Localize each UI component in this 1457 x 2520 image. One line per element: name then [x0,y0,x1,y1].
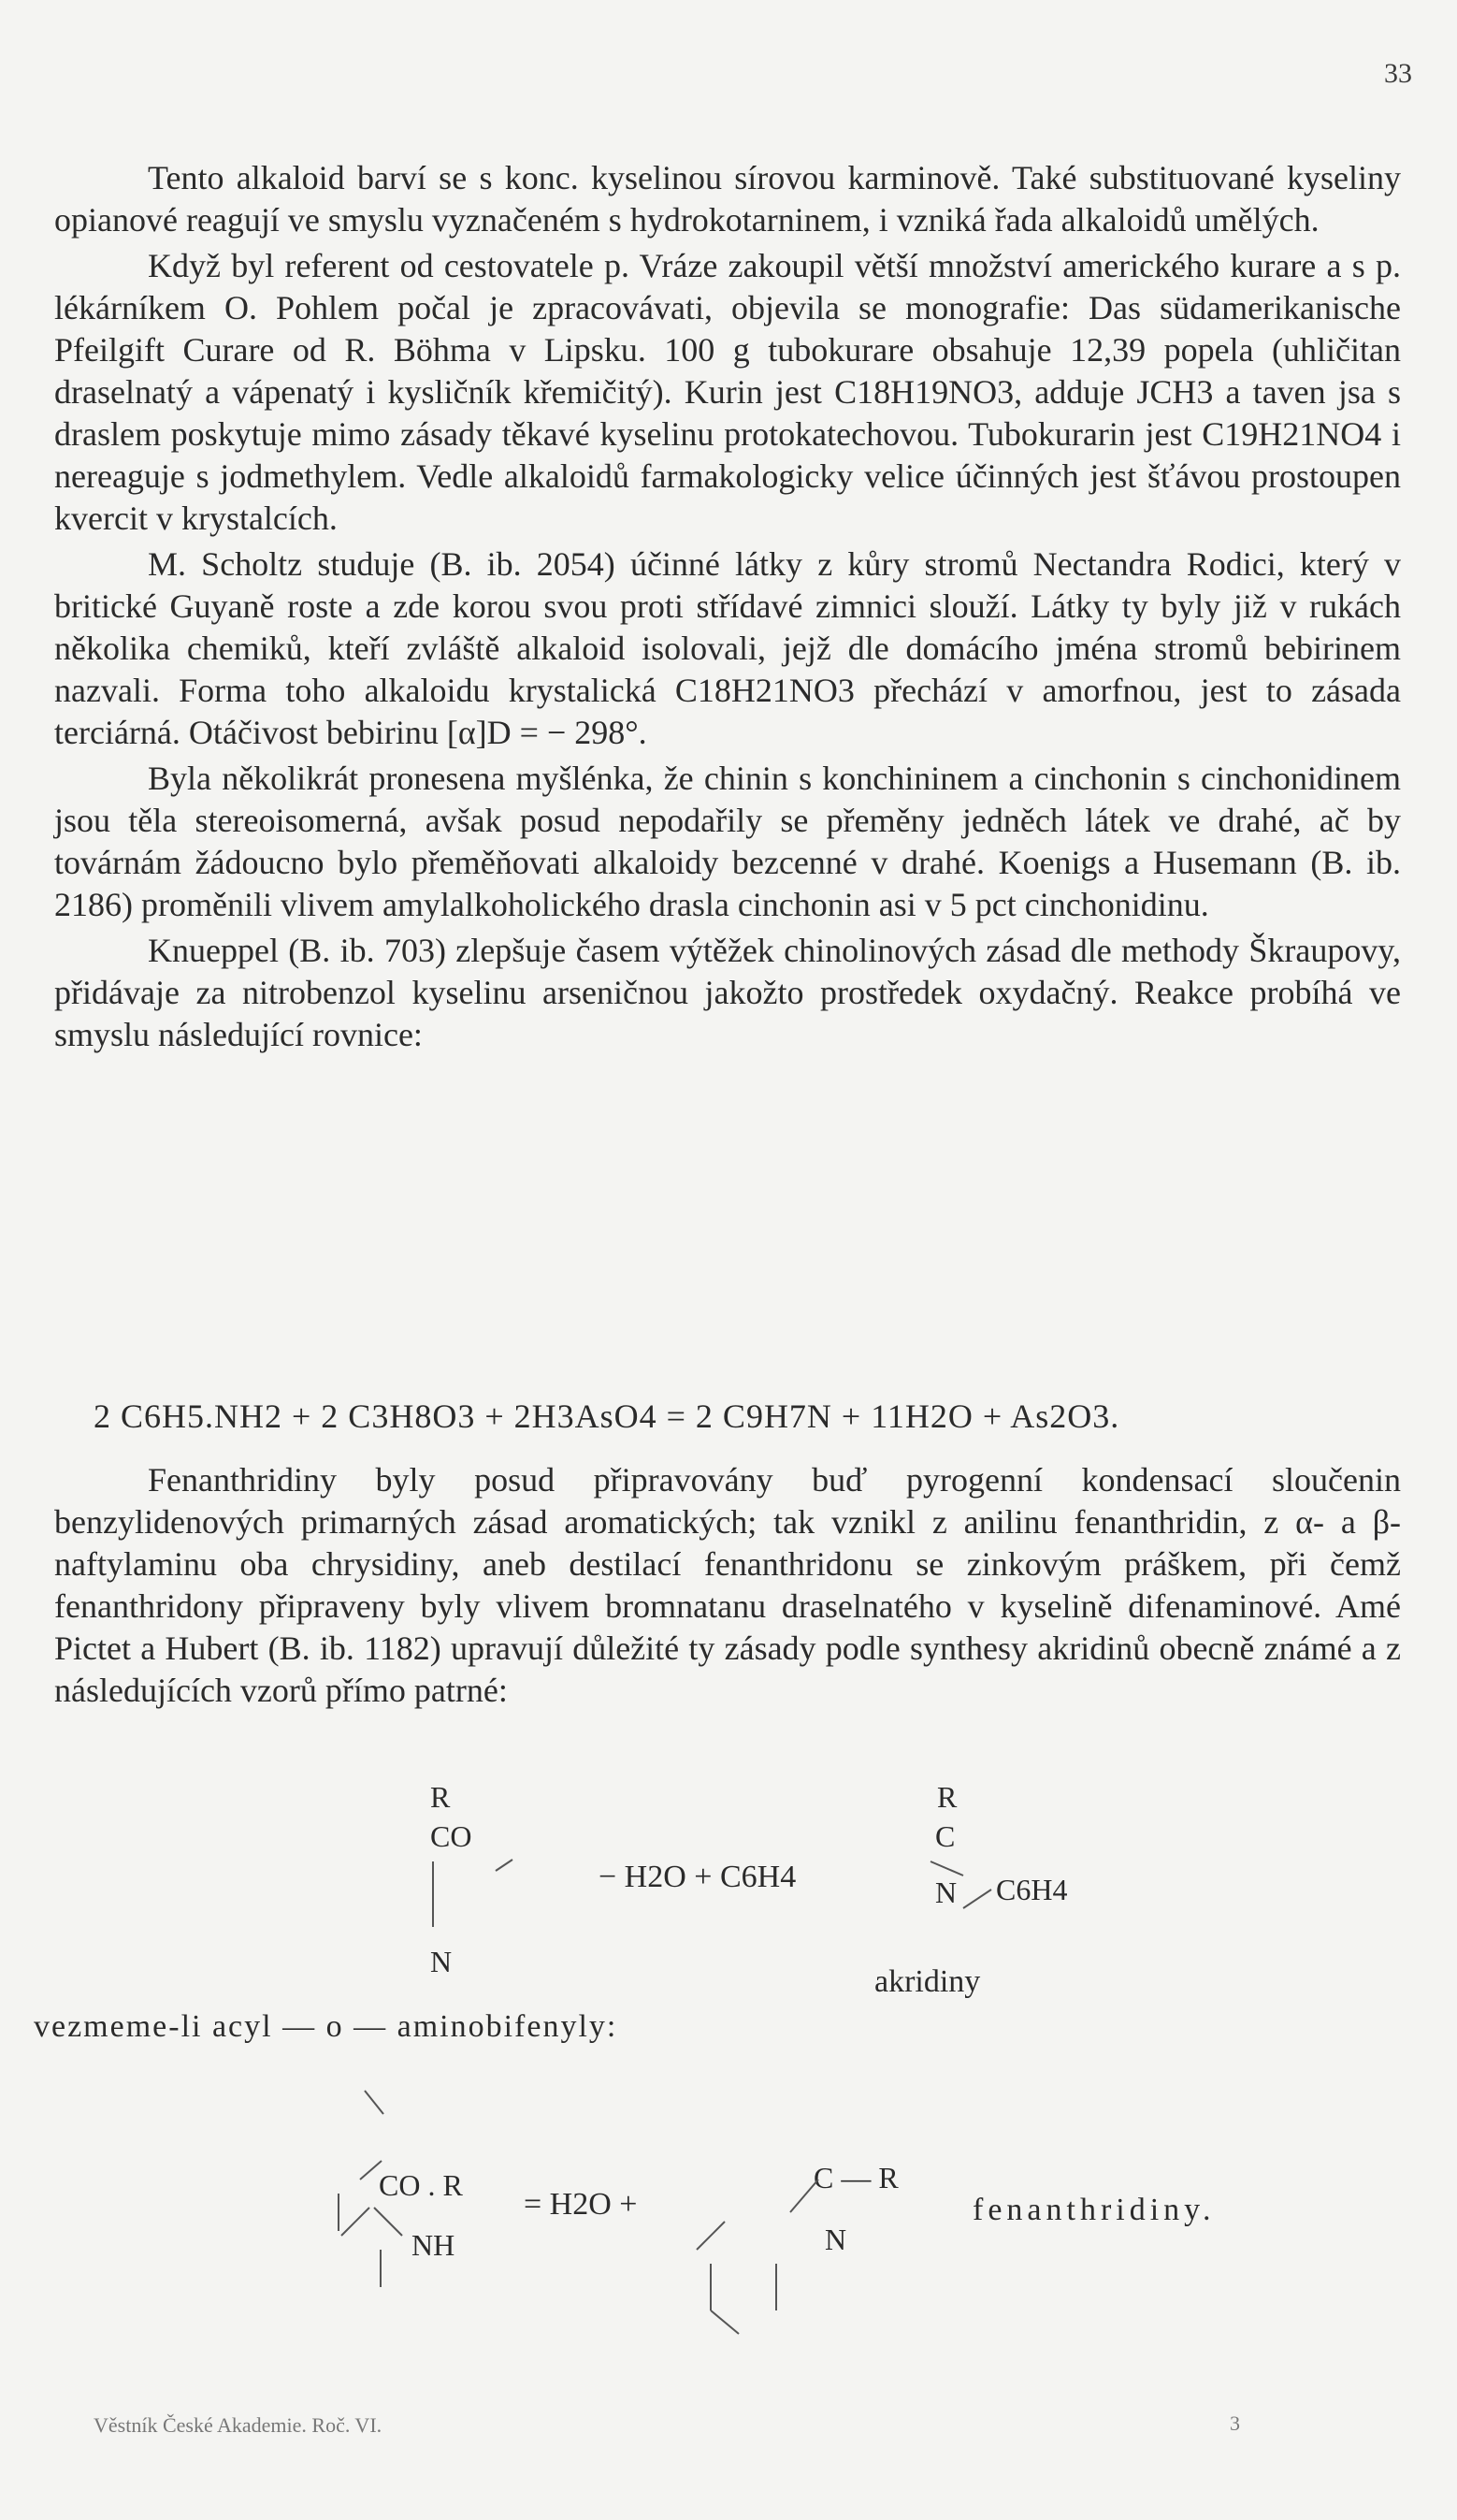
scheme1-left-n: N [430,1945,453,1978]
scheme2-ring-diag-b [374,2208,402,2236]
scheme2-label: fenanthridiny. [973,2193,1216,2227]
scheme1-right-c-bond [930,1861,963,1876]
scheme1-left-co: CO [430,1819,472,1853]
paragraph-6: Fenanthridiny byly posud připravovány buď pyrogenní kondensací sloučenin benzylidenových primarných zásad aromatických; tak vznikl z anilinu fenanthridin, z α- a β- naftylaminu oba chrysidiny, aneb destilací fenanthridonu se zinkovým práškem, při čemž fenanthridony připraveny byly vlivem bromnatanu draselnatého v kyselině difenaminové. Amé Pictet a Hubert (B. ib. 1182) upravují důležité ty zásady podle synthesy akridinů obecně známé a z následujících vzorů přímo patrné: [54,1461,1401,1709]
paragraph-5: Knueppel (B. ib. 703) zlepšuje časem výtěžek chinolinových zásad dle methody Škraupovy, přidávaje za nitrobenzol kyselinu arseničnou jakožto prostředek oxydačný. Reakce probíhá ve smyslu následující rovnice: [54,932,1401,1053]
footer-journal: Věstník České Akademie. Roč. VI. [94,2413,382,2437]
paragraph-4: Byla několikrát pronesena myšlénka, že chinin s konchininem a cinchonin s cinchonidinem jsou těla stereoisomerná, avšak posud nepodařily se přeměny jedněch látek ve drahé, ač by továrnám žádoucno bylo přeměňovati alkaloidy bezcenné v drahé. Koenigs a Husemann (B. ib. 2186) proměnili vlivem amylalkoholického drasla cinchonin asi v 5 pct cinchonidinu. [54,760,1401,923]
reaction-equation: 2 C6H5.NH2 + 2 C3H8O3 + 2H3AsO4 = 2 C9H7N + 11H2O + As2O3. [94,1398,1120,1435]
page-number: 33 [1384,58,1412,89]
scheme2-top-bond [365,2091,383,2114]
paragraph-1: Tento alkaloid barví se s konc. kyselinou sírovou karminově. Také substituované kyseliny opianové reagují ve smyslu vyznačeném s hydrokotarninem, i vzniká řada alkaloidů umělých. [54,159,1401,239]
footer-sheet-number: 3 [1230,2411,1240,2435]
scheme2-ring-diag-a [341,2208,369,2236]
paragraph-2: Když byl referent od cestovatele p. Vráze zakoupil větší množství amerického kurare a s p. lékárníkem O. Pohlem počal je zpracovávati, objevila se monografie: Das südamerikanische Pfeilgift Curare od R. Böhma v Lipsku. 100 g tubokurare obsahuje 12,39 popela (uhličitan draselnatý a vápenatý i kysličník křemičitý). Kurin jest C18H19NO3, adduje JCH3 a taven jsa s draslem poskytuje mimo zásady těkavé kyselinu protokatechovou. Tubokurarin jest C19H21NO4 i nereaguje s jodmethylem. Vedle alkaloidů farmakologicky velice účinných jest šťávou prostoupen kvercit v krystalcích. [54,247,1401,537]
scheme2-right-bond-a [790,2180,818,2212]
scheme2-intro: vezmeme-li acyl — o — aminobifenyly: [34,2009,618,2044]
scheme2-co-bond [360,2161,382,2180]
scheme1-right-c: C [935,1819,956,1853]
scheme2-right-n: N [825,2223,847,2256]
scheme1-label: akridiny [874,1964,981,1999]
scheme1-left-co-bond [496,1860,512,1871]
scheme2-middle: = H2O + [524,2187,638,2222]
scheme2-right-cr: C — R [814,2161,899,2194]
scheme2-left-co: CO . R [379,2168,463,2202]
scheme1-right-r: R [937,1780,958,1814]
scheme2-right-bond-b [697,2222,725,2250]
scheme1-left-r: R [430,1780,451,1814]
scheme2-left-nh: NH [411,2228,455,2262]
paragraph-3: M. Scholtz studuje (B. ib. 2054) účinné látky z kůry stromů Nectandra Rodici, který v britické Guyaně roste a zde korou svou proti střídavé zimnici slouží. Látky ty byly již v rukách několika chemiků, kteří zvláště alkaloid isolovali, jejž dle domácího jména stromů bebirinem nazvali. Forma toho alkaloidu krystalická C18H21NO3 přechází v amorfnou, jest to zásada terciárná. Otáčivost bebirinu [α]D = − 298°. [54,545,1401,751]
scheme1-right-n: N [935,1876,958,1909]
scheme1-right-tail: C6H4 [996,1873,1068,1906]
scheme1-middle: − H2O + C6H4 [599,1860,797,1894]
scheme2-right-ring-bottom-a [711,2310,739,2334]
scheme1-right-n-bond [963,1890,991,1908]
